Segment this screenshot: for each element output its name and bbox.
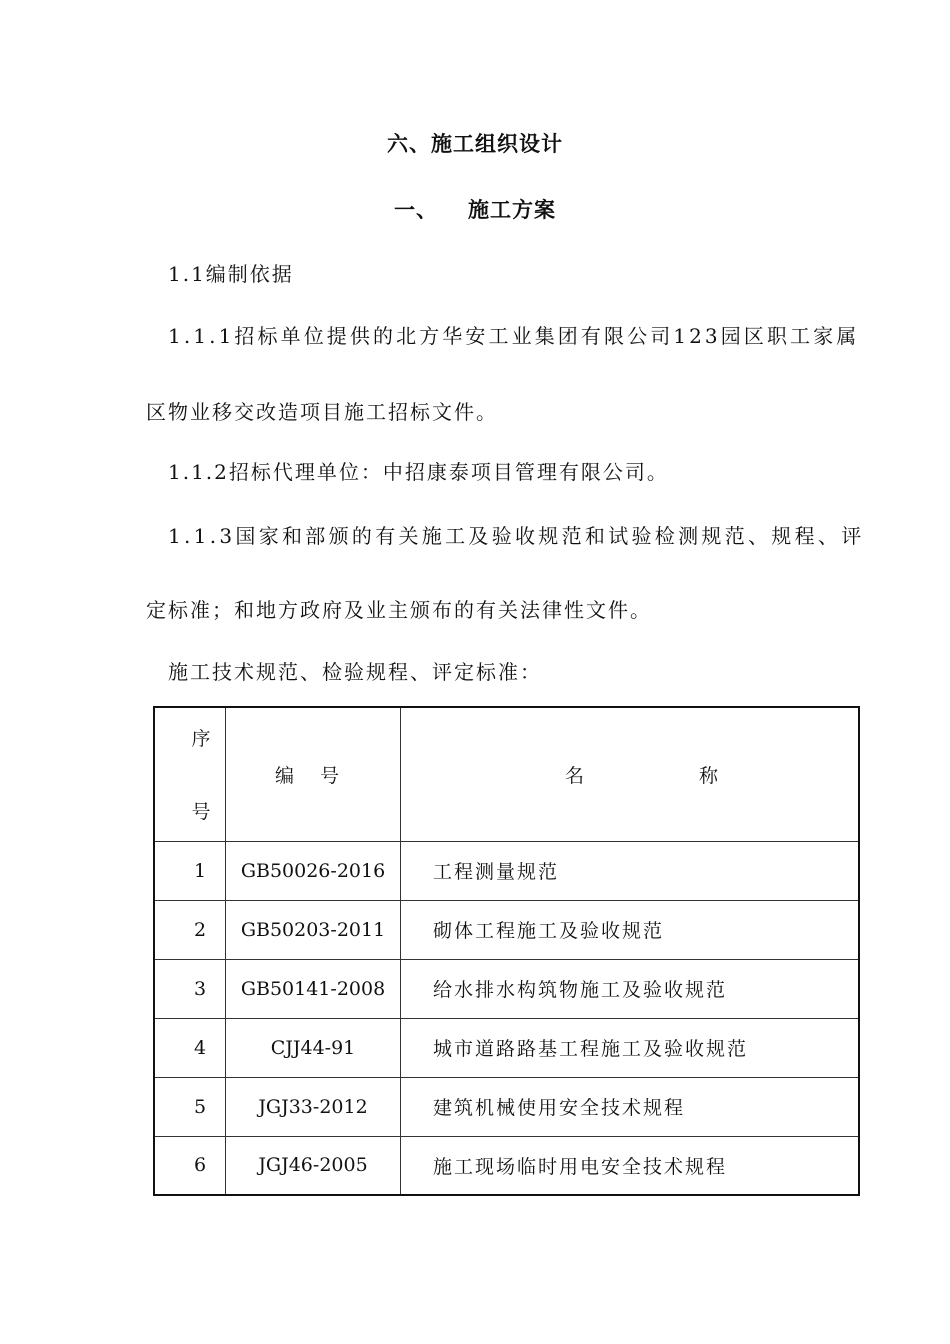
table-row <box>154 1077 859 1136</box>
chapter-title: 六、施工组织设计 <box>387 131 563 156</box>
header-seq-cell <box>154 707 226 841</box>
row-code: JGJ46-2005 <box>226 1136 401 1195</box>
row-name: 施工现场临时用电安全技术规程 <box>401 1136 860 1195</box>
table-row <box>154 1136 859 1195</box>
section-title <box>0 194 950 224</box>
row-code: GB50141-2008 <box>226 959 401 1018</box>
table-row <box>154 841 859 900</box>
row-code: GB50026-2016 <box>226 841 401 900</box>
paragraph-111-line2: 区物业移交改造项目施工招标文件。 <box>146 400 498 424</box>
header-code: 编号 <box>274 764 365 787</box>
header-name-left: 名 <box>565 764 585 787</box>
header-code-cell <box>226 707 401 841</box>
standards-intro: 施工技术规范、检验规程、评定标准： <box>168 660 542 684</box>
header-seq-top: 序 <box>191 728 211 751</box>
row-seq: 5 <box>154 1077 226 1136</box>
row-name: 工程测量规范 <box>401 841 860 900</box>
row-name: 给水排水构筑物施工及验收规范 <box>401 959 860 1018</box>
table-header-row <box>154 707 859 841</box>
row-seq: 3 <box>154 959 226 1018</box>
row-seq: 1 <box>154 841 226 900</box>
row-code: GB50203-2011 <box>226 900 401 959</box>
header-name-right: 称 <box>698 764 718 787</box>
row-seq: 4 <box>154 1018 226 1077</box>
row-seq: 6 <box>154 1136 226 1195</box>
basis-heading: 1.1编制依据 <box>168 262 294 286</box>
section-number: 一、 <box>394 197 438 222</box>
paragraph-113-line1: 1.1.3国家和部颁的有关施工及验收规范和试验检测规范、规程、评 <box>168 524 865 548</box>
table-row <box>154 900 859 959</box>
table-row <box>154 959 859 1018</box>
row-seq: 2 <box>154 900 226 959</box>
header-seq-bottom: 号 <box>191 801 211 824</box>
paragraph-112: 1.1.2招标代理单位：中招康泰项目管理有限公司。 <box>168 460 669 484</box>
paragraph-113-line2: 定标准；和地方政府及业主颁布的有关法律性文件。 <box>146 598 652 622</box>
standards-table <box>153 706 860 1196</box>
row-name: 砌体工程施工及验收规范 <box>401 900 860 959</box>
row-code: CJJ44-91 <box>226 1018 401 1077</box>
section-title-text: 施工方案 <box>468 197 556 222</box>
header-name-cell <box>401 707 860 841</box>
row-name: 建筑机械使用安全技术规程 <box>401 1077 860 1136</box>
row-name: 城市道路路基工程施工及验收规范 <box>401 1018 860 1077</box>
table-row <box>154 1018 859 1077</box>
row-code: JGJ33-2012 <box>226 1077 401 1136</box>
paragraph-111-line1: 1.1.1招标单位提供的北方华安工业集团有限公司123园区职工家属 <box>168 324 860 348</box>
